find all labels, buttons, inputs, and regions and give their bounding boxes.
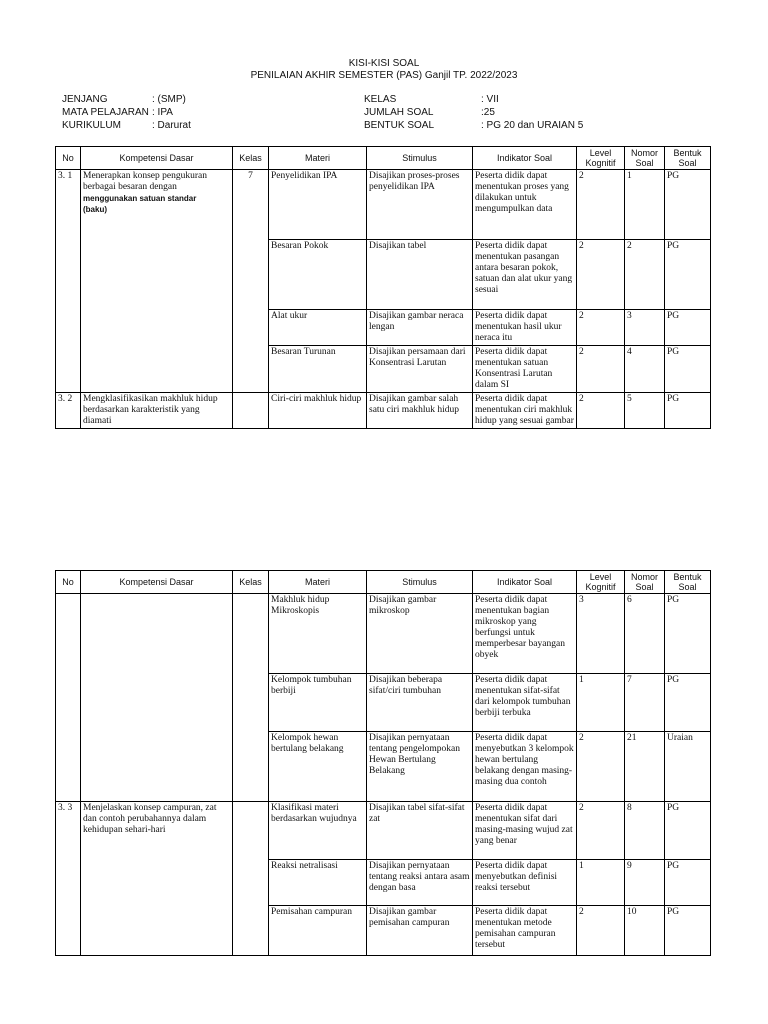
cell-level: 2 — [577, 732, 625, 802]
cell-stimulus: Disajikan pernyataan tentang reaksi antara asam dengan basa — [367, 860, 473, 906]
cell-indikator: Peserta didik dapat menentukan bagian mikroskop yang berfungsi untuk memperbesar bayangan obyek — [473, 594, 577, 674]
cell-level: 2 — [577, 310, 625, 346]
cell-stimulus: Disajikan pernyataan tentang pengelompokan Hewan Bertulang Belakang — [367, 732, 473, 802]
cell-nomor: 7 — [625, 674, 665, 732]
col-header-no: No — [56, 147, 81, 170]
table-row — [56, 802, 711, 860]
cell-kelas — [233, 802, 269, 956]
col-header-bentuk: Bentuk Soal — [665, 147, 711, 170]
cell-level: 2 — [577, 346, 625, 393]
info-value: : VII — [481, 94, 499, 105]
info-label: BENTUK SOAL — [364, 120, 435, 131]
info-right — [364, 93, 583, 132]
cell-stimulus: Disajikan gambar mikroskop — [367, 594, 473, 674]
col-header-stimulus: Stimulus — [367, 147, 473, 170]
col-header-bentuk: Bentuk Soal — [665, 571, 711, 594]
info-row-bentuk — [364, 119, 583, 132]
info-row-kurikulum — [62, 119, 191, 132]
cell-level: 2 — [577, 170, 625, 240]
cell-kelas — [233, 393, 269, 429]
cell-bentuk: PG — [665, 310, 711, 346]
kd-line: Mengklasifikasikan makhluk hidup — [83, 394, 218, 404]
cell-kd — [81, 170, 233, 393]
cell-materi: Ciri-ciri makhluk hidup — [269, 393, 367, 429]
col-header-kelas: Kelas — [233, 571, 269, 594]
cell-indikator: Peserta didik dapat menentukan ciri makhluk hidup yang sesuai gambar — [473, 393, 577, 429]
cell-materi: Besaran Pokok — [269, 240, 367, 310]
info-label: JUMLAH SOAL — [364, 107, 434, 118]
cell-level: 3 — [577, 594, 625, 674]
cell-nomor: 3 — [625, 310, 665, 346]
cell-bentuk: PG — [665, 170, 711, 240]
cell-indikator: Peserta didik dapat menyebutkan 3 kelompok hewan bertulang belakang dengan masing-masing dua contoh — [473, 732, 577, 802]
cell-bentuk: PG — [665, 906, 711, 956]
cell-materi: Besaran Turunan — [269, 346, 367, 393]
cell-no: 3. 3 — [56, 802, 81, 956]
cell-stimulus: Disajikan persamaan dari Konsentrasi Larutan — [367, 346, 473, 393]
kd-line: berbagai besaran dengan — [83, 182, 177, 192]
kd-line: diamati — [83, 416, 112, 426]
info-row-kelas — [364, 93, 583, 106]
document-title: KISI-KISI SOAL — [348, 58, 420, 69]
cell-nomor: 8 — [625, 802, 665, 860]
info-label: JENJANG — [62, 94, 108, 105]
cell-nomor: 9 — [625, 860, 665, 906]
cell-level: 1 — [577, 860, 625, 906]
info-left — [62, 93, 191, 132]
cell-level: 1 — [577, 674, 625, 732]
info-value: : (SMP) — [152, 94, 186, 105]
cell-nomor: 10 — [625, 906, 665, 956]
info-value: : Darurat — [152, 120, 191, 131]
cell-no: 3. 1 — [56, 170, 81, 393]
cell-stimulus: Disajikan tabel sifat-sifat zat — [367, 802, 473, 860]
info-row-jumlah — [364, 106, 583, 119]
col-header-nomor: Nomor Soal — [625, 147, 665, 170]
cell-materi: Penyelidikan IPA — [269, 170, 367, 240]
cell-bentuk: PG — [665, 860, 711, 906]
kisi-table-2 — [55, 570, 711, 956]
col-header-materi: Materi — [269, 147, 367, 170]
cell-kd — [81, 393, 233, 429]
cell-kelas — [233, 594, 269, 802]
cell-bentuk: PG — [665, 240, 711, 310]
cell-stimulus: Disajikan gambar salah satu ciri makhluk hidup — [367, 393, 473, 429]
cell-bentuk: PG — [665, 346, 711, 393]
cell-bentuk: PG — [665, 594, 711, 674]
info-label: KELAS — [364, 94, 397, 105]
cell-stimulus: Disajikan tabel — [367, 240, 473, 310]
kd-line: berdasarkan karakteristik yang — [83, 405, 200, 415]
cell-indikator: Peserta didik dapat menentukan proses yang dilakukan untuk mengumpulkan data — [473, 170, 577, 240]
col-header-indikator: Indikator Soal — [473, 571, 577, 594]
col-header-indikator: Indikator Soal — [473, 147, 577, 170]
cell-level: 2 — [577, 240, 625, 310]
col-header-nomor: Nomor Soal — [625, 571, 665, 594]
cell-indikator: Peserta didik dapat menentukan metode pemisahan campuran tersebut — [473, 906, 577, 956]
col-header-level: Level Kognitif — [577, 571, 625, 594]
cell-indikator: Peserta didik dapat menentukan hasil ukur neraca itu — [473, 310, 577, 346]
kd-line: menggunakan satuan standar — [83, 194, 197, 203]
kd-line: Menerapkan konsep pengukuran — [83, 171, 207, 181]
cell-stimulus: Disajikan gambar neraca lengan — [367, 310, 473, 346]
info-value: : IPA — [152, 107, 173, 118]
info-label: MATA PELAJARAN — [62, 107, 149, 118]
info-value: :25 — [481, 107, 495, 118]
cell-level: 2 — [577, 802, 625, 860]
cell-nomor: 2 — [625, 240, 665, 310]
table-row — [56, 594, 711, 674]
cell-nomor: 5 — [625, 393, 665, 429]
cell-indikator: Peserta didik dapat menentukan sifat dari masing-masing wujud zat yang benar — [473, 802, 577, 860]
table-row — [56, 170, 711, 240]
cell-stimulus: Disajikan beberapa sifat/ciri tumbuhan — [367, 674, 473, 732]
cell-materi: Klasifikasi materi berdasarkan wujudnya — [269, 802, 367, 860]
cell-nomor: 4 — [625, 346, 665, 393]
cell-no: 3. 2 — [56, 393, 81, 429]
info-row-mapel — [62, 106, 191, 119]
table-header-row — [56, 571, 711, 594]
table-row — [56, 393, 711, 429]
cell-bentuk: PG — [665, 674, 711, 732]
cell-materi: Reaksi netralisasi — [269, 860, 367, 906]
cell-kelas: 7 — [233, 170, 269, 393]
kd-line: Menjelaskan konsep campuran, zat dan contoh perubahannya dalam kehidupan sehari-hari — [83, 803, 217, 835]
cell-materi: Pemisahan campuran — [269, 906, 367, 956]
kisi-table-1 — [55, 146, 711, 429]
kd-line: (baku) — [83, 205, 107, 214]
cell-indikator: Peserta didik dapat menentukan pasangan antara besaran pokok, satuan dan alat ukur yang sesuai — [473, 240, 577, 310]
col-header-kd: Kompetensi Dasar — [81, 571, 233, 594]
col-header-stimulus: Stimulus — [367, 571, 473, 594]
cell-bentuk: PG — [665, 802, 711, 860]
cell-level: 2 — [577, 393, 625, 429]
cell-kd — [81, 802, 233, 956]
cell-bentuk: PG — [665, 393, 711, 429]
info-row-jenjang — [62, 93, 191, 106]
cell-indikator: Peserta didik dapat menyebutkan definisi reaksi tersebut — [473, 860, 577, 906]
col-header-kd: Kompetensi Dasar — [81, 147, 233, 170]
col-header-level: Level Kognitif — [577, 147, 625, 170]
cell-stimulus: Disajikan proses-proses penyelidikan IPA — [367, 170, 473, 240]
cell-level: 2 — [577, 906, 625, 956]
info-label: KURIKULUM — [62, 120, 121, 131]
cell-materi: Kelompok tumbuhan berbiji — [269, 674, 367, 732]
col-header-materi: Materi — [269, 571, 367, 594]
cell-nomor: 21 — [625, 732, 665, 802]
cell-nomor: 6 — [625, 594, 665, 674]
cell-nomor: 1 — [625, 170, 665, 240]
cell-indikator: Peserta didik dapat menentukan satuan Konsentrasi Larutan dalam SI — [473, 346, 577, 393]
cell-materi: Alat ukur — [269, 310, 367, 346]
cell-materi: Makhluk hidup Mikroskopis — [269, 594, 367, 674]
cell-indikator: Peserta didik dapat menentukan sifat-sifat dari kelompok tumbuhan berbiji terbuka — [473, 674, 577, 732]
document-subtitle: PENILAIAN AKHIR SEMESTER (PAS) Ganjil TP. 2022/2023 — [250, 70, 518, 81]
cell-bentuk: Uraian — [665, 732, 711, 802]
info-value: : PG 20 dan URAIAN 5 — [481, 120, 584, 131]
col-header-kelas: Kelas — [233, 147, 269, 170]
cell-materi: Kelompok hewan bertulang belakang — [269, 732, 367, 802]
table-header-row — [56, 147, 711, 170]
col-header-no: No — [56, 571, 81, 594]
cell-no — [56, 594, 81, 802]
cell-kd — [81, 594, 233, 802]
cell-stimulus: Disajikan gambar pemisahan campuran — [367, 906, 473, 956]
